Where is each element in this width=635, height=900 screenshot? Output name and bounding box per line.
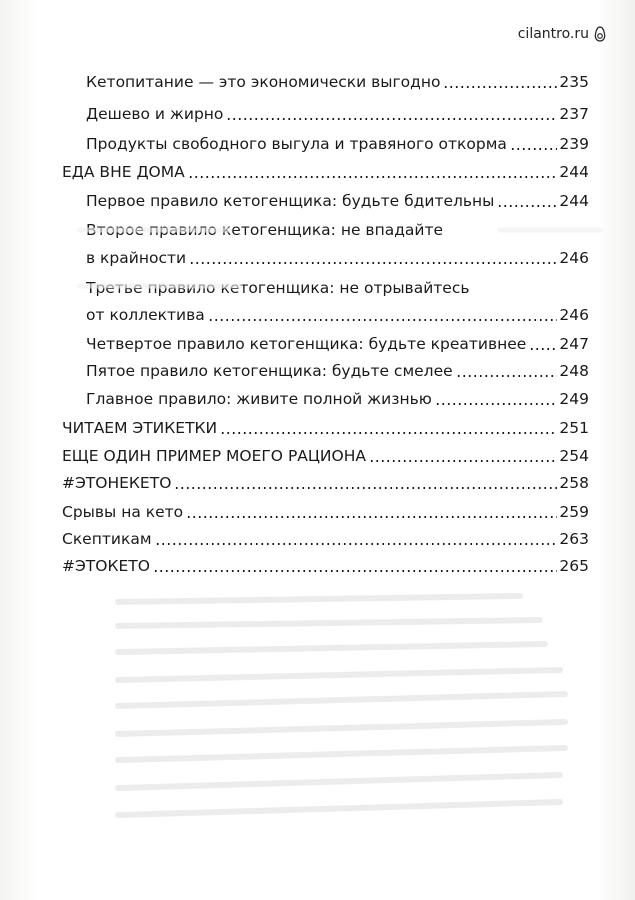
toc-entry-page: 254 xyxy=(559,447,589,465)
toc-entry xyxy=(62,162,589,182)
toc-entry-title: #ЭТОКЕТО xyxy=(62,557,150,575)
toc-entry-title: ЧИТАЕМ ЭТИКЕТКИ xyxy=(62,419,218,437)
page-header xyxy=(518,26,607,42)
toc-leader-dots xyxy=(153,570,557,572)
toc-entry-page: 258 xyxy=(559,474,589,492)
toc-leader-dots xyxy=(226,118,557,120)
toc-entry-title: Первое правило кетогенщика: будьте бдительны xyxy=(86,192,495,210)
toc-entry-page: 244 xyxy=(559,163,589,181)
toc-entry-title-line xyxy=(86,278,589,298)
toc-leader-dots xyxy=(456,375,558,377)
toc-entry-title-cont: от коллектива xyxy=(86,306,205,324)
toc-entry-title: Дешево и жирно xyxy=(86,105,224,123)
toc-entry-page: 248 xyxy=(559,362,589,380)
toc-leader-dots xyxy=(435,403,558,405)
toc-leader-dots xyxy=(220,432,557,434)
toc-leader-dots xyxy=(189,262,557,264)
toc-leader-dots xyxy=(443,86,557,88)
toc-entry-page: 239 xyxy=(559,135,589,153)
toc-entry-title-cont: в крайности xyxy=(86,249,187,267)
toc-entry-title: ЕДА ВНЕ ДОМА xyxy=(62,163,185,181)
toc-leader-dots xyxy=(497,205,557,207)
toc-entry xyxy=(62,418,589,438)
toc-entry-page: 259 xyxy=(559,503,589,521)
toc-entry xyxy=(86,72,589,92)
toc-leader-dots xyxy=(529,348,557,350)
toc-entry xyxy=(86,389,589,409)
toc-entry xyxy=(86,305,589,325)
toc-entry-page: 265 xyxy=(559,557,589,575)
toc-entry xyxy=(62,556,589,576)
toc-entry-page: 247 xyxy=(559,335,589,353)
toc-leader-dots xyxy=(369,460,557,462)
toc-entry xyxy=(62,529,589,549)
toc-entry xyxy=(86,104,589,124)
toc-entry-page: 246 xyxy=(559,306,589,324)
toc-entry-title: Срывы на кето xyxy=(62,503,184,521)
toc-entry-title: Пятое правило кетогенщика: будьте смелее xyxy=(86,362,453,380)
toc-entry xyxy=(86,361,589,381)
toc-entry xyxy=(62,473,589,493)
toc-entry-page: 249 xyxy=(559,390,589,408)
site-name: cilantro.ru xyxy=(517,26,589,42)
toc-entry xyxy=(86,134,589,154)
toc-leader-dots xyxy=(174,487,557,489)
toc-entry-page: 235 xyxy=(559,73,589,91)
toc-entry-page: 251 xyxy=(559,419,589,437)
toc-entry-title: Продукты свободного выгула и травяного откорма xyxy=(86,135,507,153)
toc-leader-dots xyxy=(510,148,558,150)
toc-entry xyxy=(86,248,589,268)
toc-entry-title: ЕЩЕ ОДИН ПРИМЕР МОЕГО РАЦИОНА xyxy=(62,447,366,465)
toc-entry xyxy=(62,446,589,466)
toc-entry xyxy=(86,191,589,211)
toc-entry-title: Скептикам xyxy=(62,530,152,548)
avocado-icon xyxy=(593,26,607,42)
toc-leader-dots xyxy=(208,319,558,321)
toc-entry xyxy=(62,502,589,522)
toc-entry-title: #ЭТОНЕКЕТО xyxy=(62,474,172,492)
toc-entry-title: Четвертое правило кетогенщика: будьте креативнее xyxy=(86,335,527,353)
toc-entry-page: 244 xyxy=(559,192,589,210)
toc-leader-dots xyxy=(186,516,557,518)
toc-entry-title: Кетопитание — это экономически выгодно xyxy=(86,73,441,91)
toc-leader-dots xyxy=(155,543,558,545)
toc-entry-title-line xyxy=(86,220,589,240)
toc-entry-title: Второе правило кетогенщика: не впадайте xyxy=(86,221,444,239)
toc-entry-title: Главное правило: живите полной жизнью xyxy=(86,390,432,408)
toc-entry-page: 237 xyxy=(559,105,589,123)
toc-entry-page: 263 xyxy=(559,530,589,548)
toc-entry xyxy=(86,334,589,354)
toc-entry-title: Третье правило кетогенщика: не отрывайтесь xyxy=(86,279,470,297)
toc-entry-page: 246 xyxy=(559,249,589,267)
toc-leader-dots xyxy=(188,176,558,178)
